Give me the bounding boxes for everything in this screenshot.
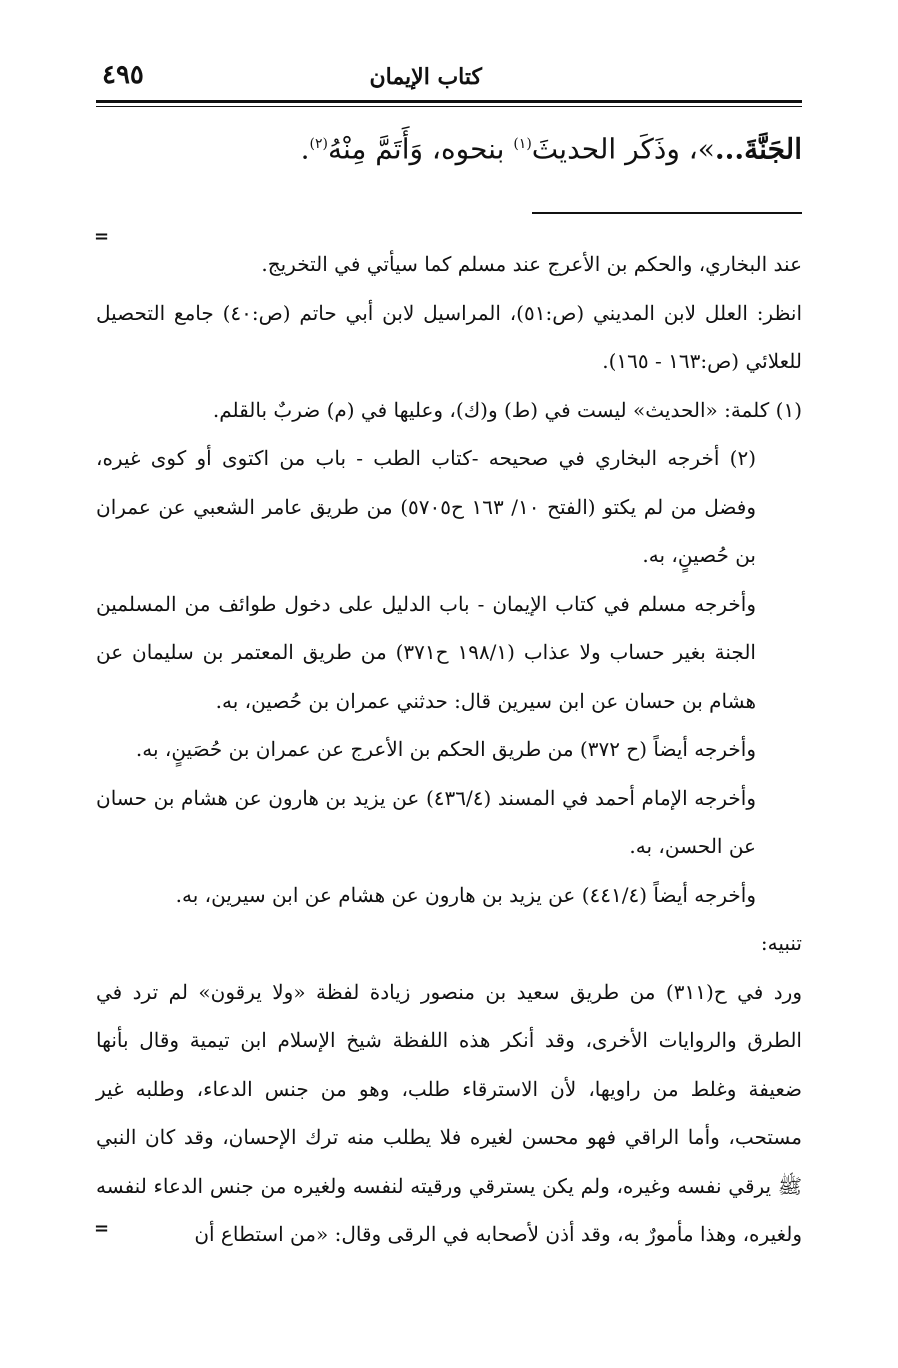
footnote-2-ahmad-2: وأخرجه أيضاً (٤٤١/٤) عن يزيد بن هارون عن هشام عن ابن سيرين، به. <box>175 882 756 907</box>
footnote-2-ahmad: وأخرجه الإمام أحمد في المسند (٤٣٦/٤) عن يزيد بن هارون عن هشام بن حسان عن الحسن، به. <box>96 785 756 858</box>
footnote-2-muslim-2: وأخرجه أيضاً (ح ٣٧٢) من طريق الحكم بن الأعرج عن عمران بن حُصَينٍ، به. <box>135 737 756 761</box>
main-text <box>96 122 802 171</box>
note-heading: تنبيه: <box>760 931 802 955</box>
running-header <box>96 60 802 100</box>
note-text: ورد في ح(٣١١) من طريق سعيد بن منصور زيادة لفظة «ولا يرقون» لم ترد في الطرق والروايات الأخرى، وقد أنكر هذه اللفظة شيخ الإسلام ابن تيمية وقال بأنها ضعيفة وغلط من راويها، لأن الاسترقاء طلب، وهو من جنس الدعاء، وطلبه غير مستحب، وأما الراقي فهو محسن لغيره فلا يطلب منه ترك الإحسان، وقد كان النبي ﷺ يرقي نفسه وغيره، ولم يكن يسترقي ورقيته لنفسه ولغيره من جنس الدعاء لنفسه ولغيره، وهذا مأمورٌ به، وقد أذن لأصحابه في الرقى وقال: «من استطاع أن <box>96 979 802 1246</box>
header-rule <box>96 100 802 103</box>
continuation-mark-bottom: = <box>94 1218 110 1239</box>
footnote-separator <box>532 212 802 214</box>
footnote-ref-1: (١) <box>513 136 532 152</box>
main-text-bold: الجَنَّةَ... <box>714 132 802 166</box>
footnotes <box>96 240 802 1259</box>
main-text-part-b: بنحوه، وَأَتَمَّ مِنْهُ <box>327 132 514 166</box>
footnote-2-muslim: وأخرجه مسلم في كتاب الإيمان - باب الدليل على دخول طوائف من المسلمين الجنة بغير حساب ولا عذاب (١٩٨/١ ح٣٧١) من طريق المعتمر بن سليمان عن هشام بن حسان عن ابن سيرين قال: حدثني عمران بن حُصين، به. <box>96 591 756 713</box>
header-rule-thin <box>96 106 802 107</box>
main-text-part-a: »، وذَكَر الحديثَ <box>531 132 715 166</box>
footnote-ref-2: (٢) <box>309 136 328 152</box>
footnote-continuation: عند البخاري، والحكم بن الأعرج عند مسلم كما سيأتي في التخريج. <box>261 252 802 276</box>
footnote-1: (١) كلمة: «الحديث» ليست في (ط) و(ك)، وعليها في (م) ضربٌ بالقلم. <box>212 397 802 422</box>
header-title: كتاب الإيمان <box>369 64 482 90</box>
page-number: ٤٩٥ <box>102 60 144 90</box>
footnote-2: (٢) أخرجه البخاري في صحيحه -كتاب الطب - باب من اكتوى أو كوى غيره، وفضل من لم يكتو (الفتح ١٠/ ١٦٣ ح٥٧٠٥) من طريق عامر الشعبي عن عمران بن حُصينٍ، به. <box>96 446 756 567</box>
footnote-continuation-refs: انظر: العلل لابن المديني (ص:٥١)، المراسيل لابن أبي حاتم (ص:٤٠) جامع التحصيل للعلائي (ص:١٦٣ - ١٦٥). <box>96 300 802 373</box>
continuation-mark-top: = <box>94 226 110 247</box>
main-text-part-c: . <box>300 132 310 166</box>
